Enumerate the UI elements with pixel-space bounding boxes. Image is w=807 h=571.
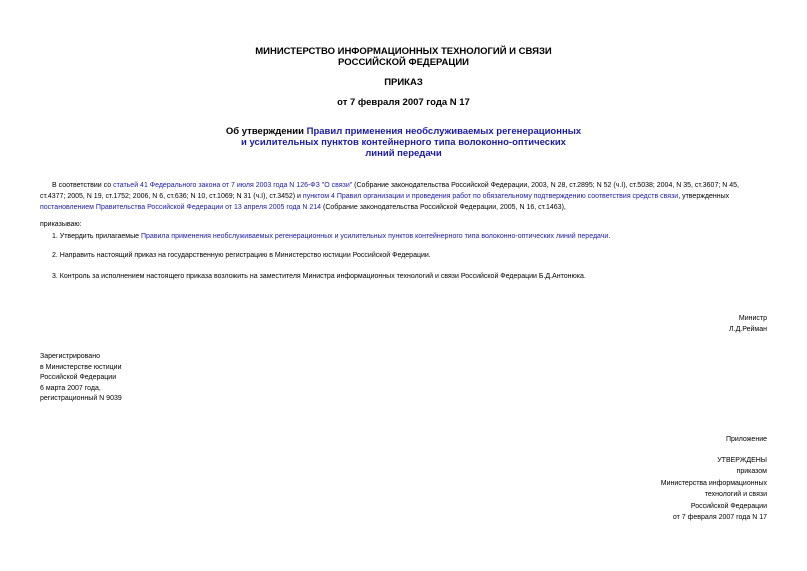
rules-point-link[interactable]: пунктом 4 Правил организации и проведения работ по обязательному подтверждению соответствия средств связи: [302, 193, 679, 200]
subject-line1: [0, 126, 807, 137]
order-item-2: 2. Направить настоящий приказ на государственную регистрацию в Министерство юстиции Российской Федерации.: [52, 252, 431, 259]
order-word: приказываю:: [40, 221, 82, 228]
approval-line: от 7 февраля 2007 года N 17: [672, 514, 767, 522]
subject-link-end[interactable]: линий передачи: [365, 148, 442, 159]
subject-line3: [0, 148, 807, 159]
order-title: ПРИКАЗ: [384, 77, 423, 88]
approval-line: технологий и связи: [704, 491, 767, 499]
approved-word: УТВЕРЖДЕНЫ: [717, 457, 767, 464]
appendix-label: Приложение: [725, 436, 767, 443]
preamble-text: (Собрание законодательства Российской Федерации, 2003, N 28, ст.2895; N 52 (ч.I), ст.5038; 2004, N 35, ст.3607; N 45,: [352, 182, 739, 189]
order-item-text: 1. Утвердить прилагаемые: [52, 233, 141, 240]
signature-name: Л.Д.Рейман: [729, 326, 767, 333]
preamble-text: , утвержденных: [678, 193, 730, 200]
order-item-3: 3. Контроль за исполнением настоящего приказа возложить на заместителя Министра информационных технологий и связи Российской Федерации Б.Д.Антонюка.: [52, 273, 586, 280]
registration-line: Зарегистрировано: [40, 353, 100, 360]
registration-line: регистрационный N 9039: [40, 395, 122, 403]
registration-line: 6 марта 2007 года,: [40, 384, 101, 392]
registration-line: в Министерстве юстиции: [40, 363, 122, 371]
subject-line2: [0, 137, 807, 148]
registration-block: [40, 352, 122, 405]
preamble-text: ст.4377; 2005, N 19, ст.1752; 2006, N 6, ст.636; N 10, ст.1069; N 31 (ч.I), ст.3452) и: [40, 193, 303, 200]
approval-line: Российской Федерации: [690, 502, 767, 510]
approval-block: [661, 455, 767, 523]
order-item-text: .: [608, 233, 611, 240]
government-decree-link[interactable]: постановлением Правительства Российской Федерации от 13 апреля 2005 года N 214: [40, 204, 322, 211]
subject-link[interactable]: Правил применения необслуживаемых регенерационных: [306, 126, 582, 137]
approval-line: Министерства информационных: [660, 479, 767, 487]
preamble-line3: [40, 202, 566, 213]
approval-line: приказом: [736, 468, 767, 476]
rules-link[interactable]: Правила применения необслуживаемых регенерационных и усилительных пунктов контейнерного типа волоконно-оптических линий передачи: [140, 233, 609, 240]
order-date: от 7 февраля 2007 года N 17: [337, 97, 470, 108]
law-article-link[interactable]: статьей 41 Федерального закона от 7 июля 2003 года N 126-ФЗ "О связи": [113, 182, 353, 189]
preamble-line1: [52, 180, 739, 191]
registration-line: Российской Федерации: [40, 374, 117, 382]
order-item-1: [52, 231, 610, 242]
preamble-text: В соответствии со: [52, 182, 114, 189]
ministry-title-line1: МИНИСТЕРСТВО ИНФОРМАЦИОННЫХ ТЕХНОЛОГИЙ И СВЯЗИ: [255, 46, 552, 57]
signature-title: Министр: [738, 315, 767, 322]
ministry-title-line2: РОССИЙСКОЙ ФЕДЕРАЦИИ: [337, 57, 469, 68]
subject-link-cont[interactable]: и усилительных пунктов контейнерного типа волоконно-оптических: [241, 137, 566, 148]
subject-prefix: Об утверждении: [225, 126, 307, 137]
preamble-line2: [40, 191, 729, 202]
preamble-text: (Собрание законодательства Российской Федерации, 2005, N 16, ст.1463),: [321, 204, 566, 211]
